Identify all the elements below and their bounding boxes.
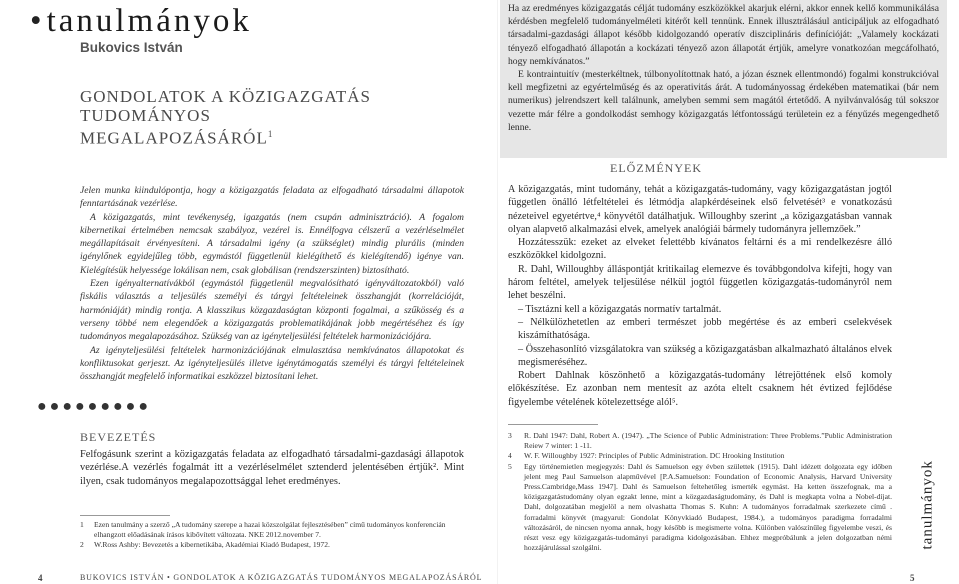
footnote-number: 3 — [508, 431, 512, 440]
dash-list-item: – Tisztázni kell a közigazgatás normatív tartalmát. — [518, 303, 722, 315]
running-footer: BUKOVICS ISTVÁN • GONDOLATOK A KÖZIGAZGATÁS TUDOMÁNYOS MEGALAPOZÁSÁRÓL — [80, 573, 483, 582]
footnote-number: 1 — [80, 520, 84, 529]
body-paragraph: A közigazgatás, mint tudomány, tehát a közigazgatás-tudomány, vagy közigazgatástan jogtól független önálló létfeltételei és létmódja alapkérdéseinek első felvetését³ e vonatkozású nézeteivel egyetértve,⁴ könyvétől datálhatjuk. Willoughby szerint „a közigazgatásban vannak olyan alapvető alkalmazási elvek, amelyek analógiái bármely tudományra jellemzőek.” — [508, 184, 892, 235]
footnote-divider — [80, 515, 170, 516]
footnote — [80, 520, 464, 540]
abstract — [80, 184, 464, 383]
footnote-text: W. F. Willoughby 1927: Principles of Public Administration. DC Hrooking Institution — [524, 451, 785, 461]
title-footnote-mark: 1 — [267, 129, 274, 139]
author-name: Bukovics István — [80, 40, 183, 55]
right-page — [498, 0, 959, 584]
abstract-paragraph: Az igényteljesülési feltételek harmonizációjának elmulasztása nemkívánatos állapotokat és konfliktusokat gerjeszt. Az igényteljesülés illetve igénytámogatás személyi és tárgyi feltételeinek összhangját megfelelő informatikai eszközzel biztosítani lehet. — [80, 344, 464, 383]
highlight-box — [500, 0, 947, 158]
page-number: 4 — [38, 573, 43, 583]
footnote-number: 5 — [508, 461, 512, 471]
footnote-text: Egy történemietlen megjegyzés: Dahl és Samuelson egy évben születtek (1915). Dahl idézett dolgozata egy időben jelent meg Paul Samuelson alapművével [P.A.Samuelson: Foundation of Economic Analysis, Harvard University Press.Cambridge,Mass 1947]. Dahl és Samuelson feltehetőleg ismerték egymást. Ha ketten összefognak, ma a közigazgatástudomány olyan egzakt lenne, mint a közgazdaságtudomány, és Dahl is megkapta volna a Nobel-díjat. Dahl, dolgozatában megjelöl a nem olvashatta Thomas S. Kuhn: A tudományos forradalmak szerkezete című . forradalmi könyvét (magyarul: Gondolat Könyvkiadó Budapest, 1984.), a tudományos paradigma forradalmi változásáról, de nincsen nyoma annak, hogy később is megismerte volna. Különben valószínűleg figyelembe veszi, és részt vesz egy közigazgatás-tudományi paradigma kidolgozásában. Ehhez megpróbálunk a jelen dolgozatban némi hozzájárulással szolgálni. — [524, 461, 892, 553]
footnotes — [508, 431, 892, 553]
footnote-number: 4 — [508, 451, 512, 461]
footnote — [508, 451, 892, 461]
body-text — [508, 183, 892, 409]
magazine-title-text: tanulmányok — [46, 3, 252, 39]
footnote — [80, 540, 464, 550]
box-paragraph: E kontraintuitív (mesterkéltnek, túlbonyolítottnak ható, a józan észnek ellentmondó) fogalmi konstrukcióval kell megfizetni az egyértelműség és az operativitás árát. A tudományossag érdekében matematikai (bár nem numerikus) jelrendszert kell találnunk, amelyben semmi sem magától értetődő. A nyilvánvalóság túl sokszor vezette már félre a gondolkodást semhogy közigazgatás létfontosságú területein ez a fényűzés megengedhető lenne. — [508, 69, 939, 133]
footnote — [508, 462, 892, 554]
footnote-text: W.Ross Ashby: Bevezetés a kibernetikába, Akadémiai Kiadó Budapest, 1972. — [94, 540, 330, 549]
magazine-title — [30, 3, 252, 40]
article-title — [80, 87, 380, 148]
box-paragraph: Ha az eredményes közigazgatás célját tudomány eszközökkel akarjuk elérni, akkor ennek kellő kommunikálása kérdésben megfelelő tudományelméleti kitérőt kell tennünk. Ennek illusztrálásául anticipáljuk az elfogadható társadalmi-gazdasági állapot később kidolgozandó operatív diszciplináris definícióját: „Valamely kockázati tényező elfogadható állapotán a kockázati tényező azon állapotát értjük, amelyre vonatkozóan megcáfolható, hogy nemkívánatos.” — [508, 3, 939, 67]
article-title-text: GONDOLATOK A KÖZIGAZGATÁS TUDOMÁNYOS MEGALAPOZÁSÁRÓL — [80, 87, 372, 148]
body-text: Felfogásunk szerint a közigazgatás feladata az elfogadható társadalmi-gazdasági állapotok vezérlése.A vezérlés fogalmát itt a vezérléselmélet sztenderd jelentésében értjük². Mint ilyen, csak tudományos megalapozottsággal lehet eredményes. — [80, 449, 464, 487]
side-section-label — [921, 430, 937, 560]
footnote-text: R. Dahl 1947: Dahl, Robert A. (1947). „The Science of Public Administration: Three Problems.”Public Administration Reiew 7 winter: 1 -11. — [524, 431, 892, 451]
footnote — [508, 431, 892, 451]
dash-list-item: – Összehasonlító vizsgálatokra van szükség a közigazgatásban alkalmazható általános elvek megismeréséhez. — [518, 343, 892, 368]
dash-list-item: – Nélkülözhetetlen az emberi természet jobb megértése és az emberi cselekvések kiszámíthatósága. — [518, 316, 892, 342]
section-heading-antecedents: ELŐZMÉNYEK — [610, 161, 702, 175]
side-section-label-text: tanulmányok — [919, 460, 936, 550]
footnote-divider — [508, 424, 598, 425]
decorative-dots: ●●●●●●●●● — [37, 398, 151, 415]
page-number: 5 — [910, 573, 915, 583]
section-heading-introduction: BEVEZETÉS — [80, 430, 157, 444]
body-paragraph: Hozzátesszük: ezeket az elveket felettébb kívánatos feltárni és a mi rendelkezésre álló eszközökkel kidolgozni. — [508, 237, 892, 262]
bullet-icon: • — [30, 3, 45, 39]
abstract-paragraph: A közigazgatás, mint tevékenység, igazgatás (nem csupán adminisztráció). A fogalom kibernetikai értelmében nemcsak szabályoz, vezérel is. Ennélfogva célszerű a vezérléselmélet megállapításait érvényesíteni. A társadalmi igény (a szükséglet) mindig plurális (minden igénylőnek egyidejűleg több, egymástól függetlenül kielégíthető és kielégítendő) igénye van. Kielégítésük helyessége lokálisan nem, csak globálisan (rendszerszinten) biztosítható. — [80, 211, 464, 276]
abstract-paragraph: Jelen munka kiindulópontja, hogy a közigazgatás feladata az elfogadható társadalmi állapotok fenntartásának vezérlése. — [80, 185, 464, 210]
footnote-text: Ezen tanulmány a szerző „A tudomány szerepe a hazai közszolgálat fejlesztésében” című tudományos konferencián elhangzott előadásának írásos kibővített változata. NKE 2012.november 7. — [94, 520, 446, 539]
footnotes — [80, 520, 464, 550]
abstract-paragraph: Ezen igényalternatívákból (egymástól függetlenül megvalósítható igényváltozatokból) való fiskális választás a teljesülés személyi és tárgyi feltételeinek összhangját (korrelációját, harmóniáját) mindig rontja. A klasszikus közgazdaságtan központi fogalmai, a szűkösség és a verseny többé nem elegendőek a közigazgatás problematikájának jobb megértéséhez és így tudományos megalapozásához. Szükség van az igényteljesülési feltételek harmonizációjára. — [80, 278, 464, 343]
body-paragraph: Robert Dahlnak köszönhető a közigazgatás-tudomány létrejöttének első komoly előkészítése. Ez azonban nem mentesít az azóta eltelt csaknem hét évtized fejlődése figyelembe vételének kötelezettsége alól⁵. — [508, 370, 892, 408]
footnote-number: 2 — [80, 540, 84, 549]
highlight-box-text — [508, 2, 939, 134]
body-paragraph: R. Dahl, Willoughby álláspontját kritikailag elemezve és továbbgondolva kifejti, hogy van három feltétel, amelyek teljesülése nélkül jogtól független közigazgatás-tudományról nem lehet beszélni. — [508, 263, 892, 302]
